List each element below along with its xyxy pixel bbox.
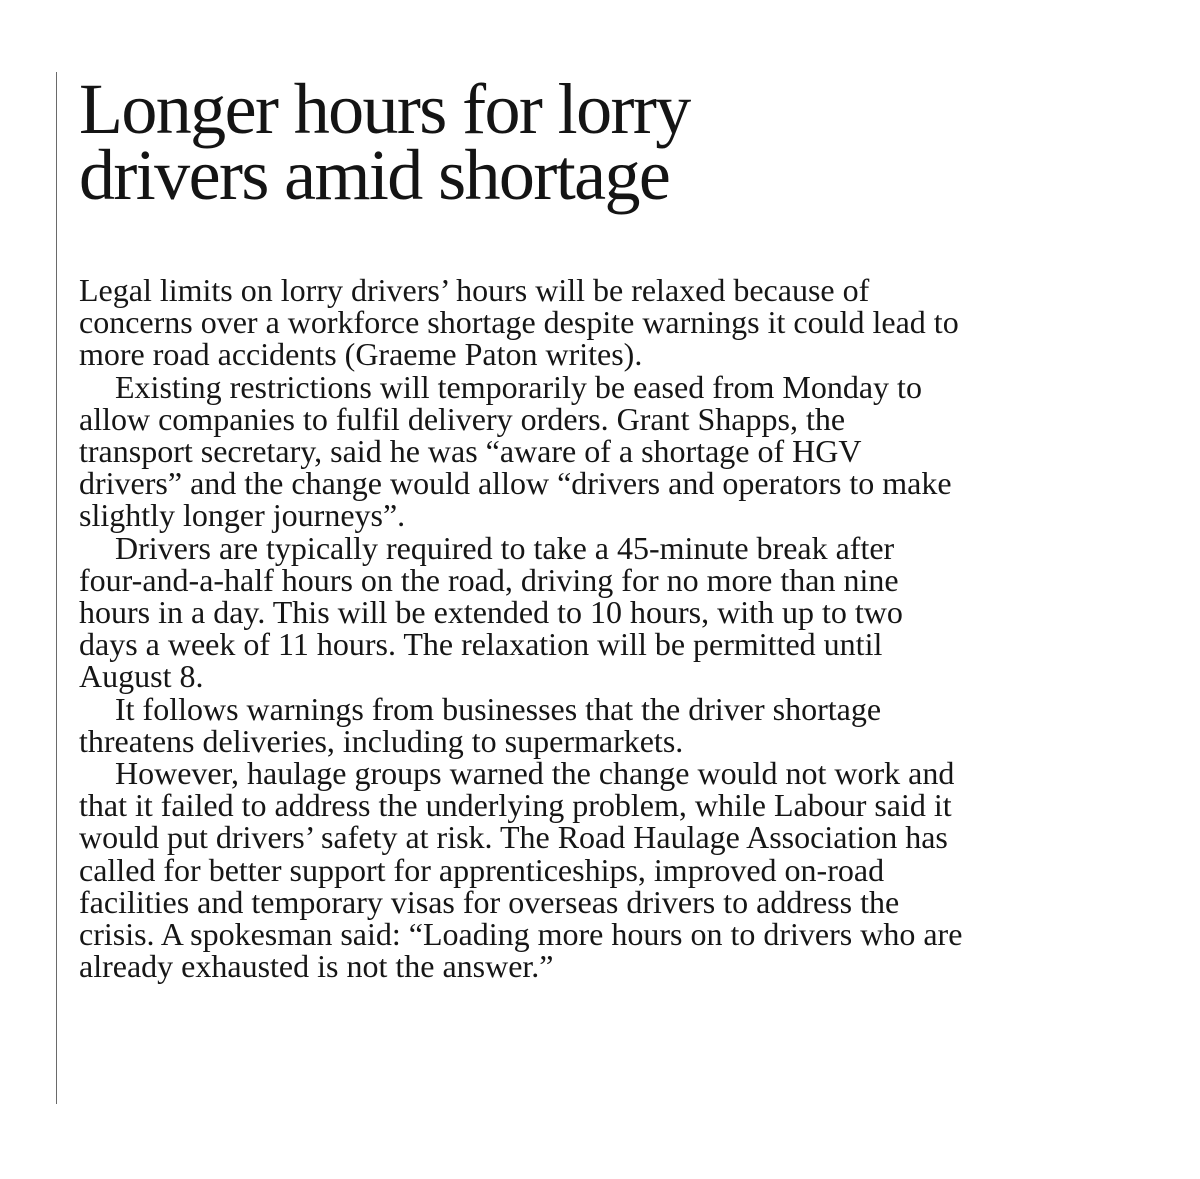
text-line: called for better support for apprenticeships, improved on-road xyxy=(79,851,885,888)
article-body xyxy=(79,272,1136,985)
text-line: that it failed to address the underlying problem, while Labour said it xyxy=(79,787,952,824)
text-line: already exhausted is not the answer.” xyxy=(79,948,554,985)
news-article xyxy=(56,69,1136,1104)
paragraph-1 xyxy=(79,274,1136,371)
paragraph-4 xyxy=(79,690,1136,759)
text-line: Drivers are typically required to take a 45-minute break after xyxy=(115,529,895,566)
headline-line-1: Longer hours for lorry xyxy=(79,69,690,149)
text-line: Legal limits on lorry drivers’ hours will be relaxed because of xyxy=(79,272,870,308)
text-line: Existing restrictions will temporarily be eased from Monday to xyxy=(115,368,922,405)
headline xyxy=(79,69,1136,215)
text-line: days a week of 11 hours. The relaxation will be permitted until xyxy=(79,626,883,663)
text-line: hours in a day. This will be extended to 10 hours, with up to two xyxy=(79,594,903,631)
text-line: threatens deliveries, including to supermarkets. xyxy=(79,722,684,759)
headline-line-2: drivers amid shortage xyxy=(79,135,670,215)
text-line: slightly longer journeys”. xyxy=(79,497,406,534)
text-line: allow companies to fulfil delivery orders. Grant Shapps, the xyxy=(79,400,846,437)
text-line: crisis. A spokesman said: “Loading more hours on to drivers who are xyxy=(79,916,963,953)
text-line: transport secretary, said he was “aware of a shortage of HGV xyxy=(79,433,862,470)
text-line: concerns over a workforce shortage despite warnings it could lead to xyxy=(79,304,959,341)
paragraph-2 xyxy=(79,368,1136,534)
text-line: more road accidents (Graeme Paton writes). xyxy=(79,336,643,373)
paragraph-5 xyxy=(79,755,1136,985)
text-line: However, haulage groups warned the change would not work and xyxy=(115,755,955,792)
text-line: facilities and temporary visas for overseas drivers to address the xyxy=(79,883,900,920)
text-line: four-and-a-half hours on the road, driving for no more than nine xyxy=(79,561,899,598)
paragraph-3 xyxy=(79,529,1136,695)
text-line: would put drivers’ safety at risk. The Road Haulage Association has xyxy=(79,819,948,856)
text-line: drivers” and the change would allow “drivers and operators to make xyxy=(79,465,952,502)
text-line: It follows warnings from businesses that the driver shortage xyxy=(115,690,882,727)
text-line: August 8. xyxy=(79,658,204,695)
